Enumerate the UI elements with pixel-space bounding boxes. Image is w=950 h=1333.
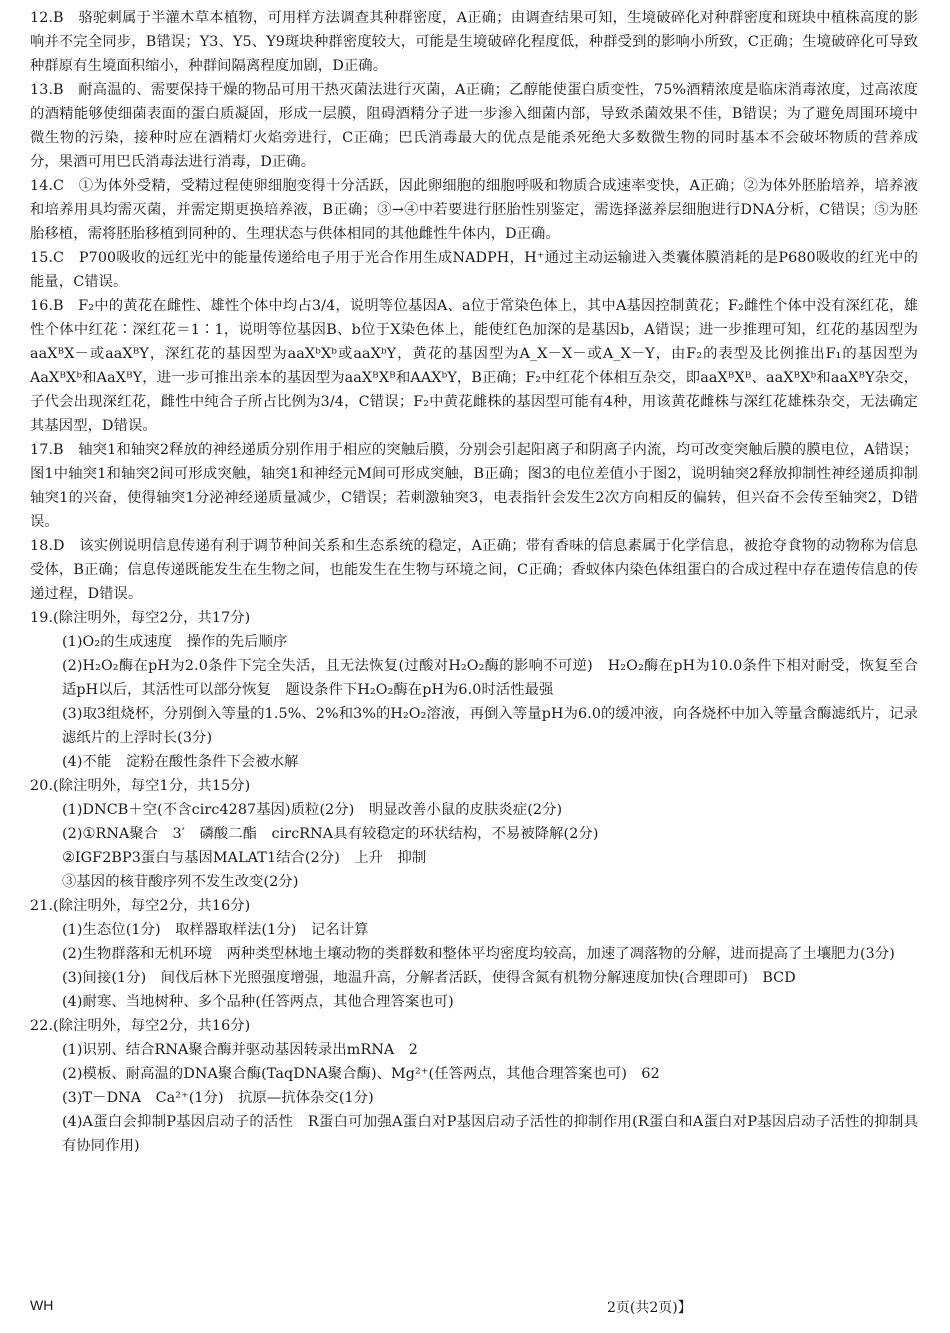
answer-content [30,6,918,1158]
answer-22-part-1: (1)识别、结合RNA聚合酶并驱动基因转录出mRNA 2 [62,1042,418,1058]
answer-20-part-3: ②IGF2BP3蛋白与基因MALAT1结合(2分) 上升 抑制 [62,850,427,866]
answer-12: 12.B 骆驼刺属于半灌木草本植物，可用样方法调查其种群密度，A正确；由调查结果可知，生境破碎化对种群密度和斑块中植株高度的影响并不完全同步，B错误；Y3、Y5、Y9斑块种群密度较大，可能是生境破碎化程度低，种群受到的影响小所致，C正确；生境破碎化可导致种群原有生境面积缩小，种群间隔离程度加剧，D正确。 [30,10,918,74]
answer-20-part-4: ③基因的核苷酸序列不发生改变(2分) [62,874,299,890]
answer-22-heading: 22.(除注明外，每空2分，共16分) [30,1018,251,1034]
answer-16: 16.B F₂中的黄花在雌性、雄性个体中均占3/4，说明等位基因A、a位于常染色体上，其中A基因控制黄花；F₂雌性个体中没有深红花，雄性个体中红花∶深红花＝1∶1，说明等位基因B、b位于X染色体上，能使红色加深的是基因b，A错误；进一步推理可知，红花的基因型为aaXᴮX－或aaXᴮY，深红花的基因型为aaXᵇXᵇ或aaXᵇY，黄花的基因型为A_X－X－或A_X－Y，由F₂的表型及比例推出F₁的基因型为AaXᴮXᵇ和AaXᴮY，进一步可推出亲本的基因型为aaXᴮXᴮ和AAXᵇY，B正确；F₂中红花个体相互杂交，即aaXᴮXᴮ、aaXᴮXᵇ和aaXᴮY杂交，子代会出现深红花，雌性中纯合子所占比例为3/4，C错误；F₂中黄花雌株的基因型可能有4种，用该黄花雌株与深红花雄株杂交，无法确定其基因型，D错误。 [30,298,918,434]
answer-21-part-3: (3)间接(1分) 间伐后林下光照强度增强，地温升高，分解者活跃，使得含氮有机物分解速度加快(合理即可) BCD [62,970,796,986]
answer-20-part-2: (2)①RNA聚合 3′ 磷酸二酯 circRNA具有较稳定的环状结构，不易被降解(2分) [62,826,599,842]
answer-20-part-1: (1)DNCB＋空(不含circ4287基因)质粒(2分) 明显改善小鼠的皮肤炎症(2分) [62,802,563,818]
answer-17: 17.B 轴突1和轴突2释放的神经递质分别作用于相应的突触后膜，分别会引起阳离子和阴离子内流，均可改变突触后膜的膜电位，A错误；图1中轴突1和轴突2间可形成突触，轴突1和神经元M间可形成突触，B正确；图3的电位差值小于图2，说明轴突2释放抑制性神经递质抑制轴突1的兴奋，使得轴突1分泌神经递质量减少，C错误；若刺激轴突3，电表指针会发生2次方向相反的偏转，但兴奋不会传至轴突2，D错误。 [30,442,918,530]
answer-13: 13.B 耐高温的、需要保持干燥的物品可用干热灭菌法进行灭菌，A正确；乙醇能使蛋白质变性，75%酒精浓度是临床消毒浓度，过高浓度的酒精能够使细菌表面的蛋白质凝固，形成一层膜，阻碍酒精分子进一步渗入细菌内部，导致杀菌效果不佳，B错误；为了避免周围环境中微生物的污染，接种时应在酒精灯火焰旁进行，C正确；巴氏消毒最大的优点是能杀死绝大多数微生物的同时基本不会破坏物质的营养成分，果酒可用巴氏消毒法进行消毒，D正确。 [30,82,918,170]
footer-page-number: 2页(共2页)】 [607,1300,692,1316]
answer-21-part-4: (4)耐寒、当地树种、多个品种(任答两点，其他合理答案也可) [62,994,454,1010]
answer-21-heading: 21.(除注明外，每空2分，共16分) [30,898,251,914]
answer-20-heading: 20.(除注明外，每空1分，共15分) [30,778,251,794]
answer-19-part-1: (1)O₂的生成速度 操作的先后顺序 [62,634,288,650]
answer-19-part-2: (2)H₂O₂酶在pH为2.0条件下完全失活，且无法恢复(过酸对H₂O₂酶的影响不可逆) H₂O₂酶在pH为10.0条件下相对耐受，恢复至合适pH以后，其活性可以部分恢复 题设条件下H₂O₂酶在pH为6.0时活性最强 [62,658,918,698]
answer-22-part-3: (3)T－DNA Ca²⁺(1分) 抗原—抗体杂交(1分) [62,1090,374,1106]
answer-21-part-1: (1)生态位(1分) 取样器取样法(1分) 记名计算 [62,922,369,938]
answer-22-part-2: (2)模板、耐高温的DNA聚合酶(TaqDNA聚合酶)、Mg²⁺(任答两点，其他合理答案也可) 62 [62,1066,660,1082]
answer-19-part-4: (4)不能 淀粉在酸性条件下会被水解 [62,754,299,770]
answer-15: 15.C P700吸收的远红光中的能量传递给电子用于光合作用生成NADPH，H⁺通过主动运输进入类囊体膜消耗的是P680吸收的红光中的能量，C错误。 [30,250,918,290]
answer-18: 18.D 该实例说明信息传递有利于调节种间关系和生态系统的稳定，A正确；带有香味的信息素属于化学信息，被抢夺食物的动物称为信息受体，B正确；信息传递既能发生在生物之间，也能发生在生物与环境之间，C正确；香蚁体内染色体组蛋白的合成过程中存在遗传信息的传递过程，D错误。 [30,538,918,602]
answer-22-part-4: (4)A蛋白会抑制P基因启动子的活性 R蛋白可加强A蛋白对P基因启动子活性的抑制作用(R蛋白和A蛋白对P基因启动子活性的抑制具有协同作用) [62,1114,918,1154]
answer-21-part-2: (2)生物群落和无机环境 两种类型林地土壤动物的类群数和整体平均密度均较高，加速了凋落物的分解，进而提高了土壤肥力(3分) [62,946,895,962]
answer-14: 14.C ①为体外受精，受精过程使卵细胞变得十分活跃，因此卵细胞的细胞呼吸和物质合成速率变快，A正确；②为体外胚胎培养，培养液和培养用具均需灭菌，并需定期更换培养液，B正确；③→④中若要进行胚胎性别鉴定，需选择滋养层细胞进行DNA分析，C错误；⑤为胚胎移植，需将胚胎移植到同种的、生理状态与供体相同的其他雌性牛体内，D正确。 [30,178,918,242]
footer-left-code: WH [30,1297,54,1313]
answer-19-part-3: (3)取3组烧杯，分别倒入等量的1.5%、2%和3%的H₂O₂溶液，再倒入等量pH为6.0的缓冲液，向各烧杯中加入等量含酶滤纸片，记录滤纸片的上浮时长(3分) [62,706,918,746]
answer-19-heading: 19.(除注明外，每空2分，共17分) [30,610,251,626]
